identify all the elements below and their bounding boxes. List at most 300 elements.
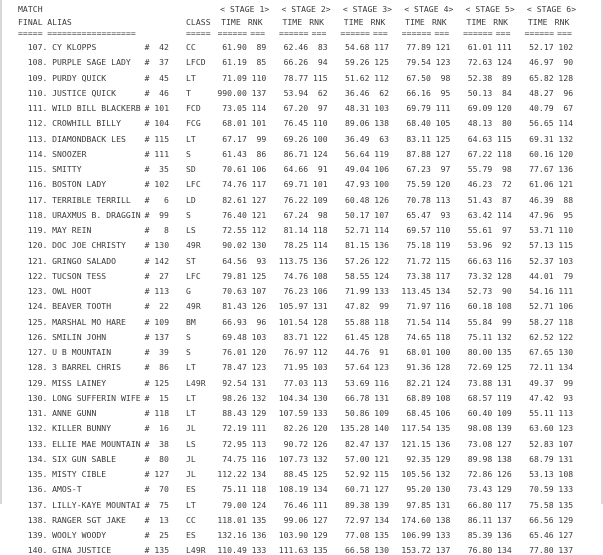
row-stage-6-rank: 111 [558, 286, 574, 296]
row-stage-3-time: 50.86 [344, 408, 370, 418]
row-alias: LONG SUFFERIN WIFE [52, 392, 141, 403]
row-hash: # [144, 423, 150, 434]
row-stage-3-rank: 62 [379, 87, 390, 98]
row-class: CC [186, 514, 196, 525]
row-alias: SNOOZER [52, 148, 87, 159]
row-stage-2-rank: 111 [312, 499, 328, 510]
row-stage-3-time: 89.38 [344, 499, 370, 510]
row-stage-1-time: 79.81 [222, 270, 247, 281]
row-stage-3-time: 52.71 [344, 225, 370, 235]
row-stage-3-time: 66.58 [344, 545, 370, 555]
row-stage-1-rank: 125 [251, 270, 267, 281]
row-alias: BOSTON LADY [52, 179, 107, 190]
row-stage-4-rank: 132 [435, 469, 451, 479]
header-time-6: TIME [527, 17, 548, 27]
row-stage-2-rank: 130 [312, 392, 328, 403]
row-stage-2-time: 88.45 [283, 469, 309, 479]
row-alias: MISS LAINEY [52, 377, 107, 388]
row-stage-2-time: 83.71 [283, 331, 309, 342]
row-stage-6-rank: 122 [558, 331, 574, 342]
row-stage-4-rank: 108 [435, 392, 451, 403]
row-class: LD [186, 194, 196, 205]
row-stage-2-time: 113.75 [278, 255, 309, 266]
row-alias: DOC JOE CHRISTY [52, 240, 126, 251]
row-stage-5-time: 61.01 [467, 42, 493, 52]
row-stage-6-rank: 115 [558, 240, 574, 251]
row-alias: KILLER BUNNY [52, 423, 112, 434]
row-stage-2-time: 66.26 [283, 57, 309, 68]
row-stage-3-time: 72.97 [344, 514, 370, 525]
row-stage-1-time: 67.17 [222, 133, 247, 144]
row-hash: # [144, 225, 150, 235]
header-match: MATCH [18, 4, 43, 14]
header-stage-1: < STAGE 1> [220, 4, 270, 14]
row-alias: SMITTY [52, 164, 82, 174]
row-hash: # [144, 148, 150, 159]
header-stage-6: < STAGE 6> [526, 4, 577, 14]
row-stage-4-rank: 135 [435, 423, 451, 434]
row-stage-2-rank: 110 [312, 118, 328, 129]
row-stage-6-rank: 118 [558, 316, 574, 327]
row-place: 125. [27, 316, 48, 327]
row-stage-4-rank: 98 [440, 72, 451, 83]
row-stage-4-time: 75.59 [406, 179, 431, 190]
row-stage-5-rank: 132 [497, 331, 512, 342]
row-stage-4-rank: 133 [435, 530, 451, 540]
row-shooter-number: 35 [159, 164, 169, 174]
row-stage-3-time: 50.17 [344, 209, 370, 220]
row-stage-6-time: 46.97 [529, 57, 554, 68]
row-stage-6-rank: 131 [558, 453, 574, 464]
row-stage-1-rank: 136 [251, 530, 267, 540]
row-stage-3-time: 56.64 [344, 148, 370, 159]
row-stage-6-time: 48.27 [529, 87, 554, 98]
row-stage-2-rank: 135 [312, 545, 328, 555]
row-stage-5-rank: 127 [497, 438, 512, 449]
row-stage-4-rank: 95 [440, 87, 451, 98]
row-stage-2-rank: 62 [317, 87, 328, 98]
row-place: 136. [27, 484, 48, 495]
row-stage-4-rank: 138 [435, 514, 451, 525]
row-stage-3-time: 54.68 [344, 42, 370, 52]
row-stage-2-rank: 124 [312, 148, 328, 159]
header-rule-alias: ================== [47, 28, 136, 38]
row-stage-1-rank: 99 [256, 133, 267, 144]
row-stage-4-rank: 116 [435, 301, 451, 312]
row-stage-4-time: 67.23 [406, 164, 431, 174]
row-stage-2-time: 76.22 [283, 194, 309, 205]
row-stage-1-rank: 132 [251, 392, 267, 403]
row-stage-1-rank: 101 [251, 118, 267, 129]
row-alias: TERRIBLE TERRILL [52, 194, 131, 205]
row-stage-3-rank: 125 [374, 57, 390, 68]
row-stage-1-rank: 126 [251, 301, 267, 312]
row-stage-6-time: 52.83 [529, 438, 554, 449]
row-stage-1-time: 118.01 [217, 514, 247, 525]
row-stage-2-rank: 120 [312, 423, 328, 434]
row-alias: GINA JUSTICE [52, 545, 112, 555]
row-class: LT [186, 499, 196, 510]
row-stage-6-time: 69.31 [529, 133, 554, 144]
row-alias: BEAVER TOOTH [52, 301, 112, 312]
row-stage-3-time: 60.48 [344, 194, 370, 205]
row-place: 118. [27, 209, 48, 220]
row-stage-6-time: 47.96 [529, 209, 554, 220]
row-stage-1-time: 132.16 [217, 530, 247, 540]
row-class: LT [186, 408, 196, 418]
row-stage-5-time: 66.63 [467, 255, 493, 266]
row-stage-5-time: 89.98 [467, 453, 493, 464]
row-stage-6-rank: 133 [558, 484, 574, 495]
row-stage-2-rank: 98 [317, 209, 328, 220]
row-shooter-number: 15 [159, 392, 169, 403]
row-shooter-number: 109 [154, 316, 170, 327]
row-stage-1-rank: 123 [251, 362, 267, 373]
row-stage-5-time: 75.11 [467, 331, 493, 342]
row-stage-6-time: 40.79 [529, 103, 554, 113]
row-stage-6-time: 46.39 [529, 194, 554, 205]
row-stage-4-time: 174.60 [401, 514, 431, 525]
row-stage-4-time: 70.78 [406, 194, 431, 205]
row-shooter-number: 70 [159, 484, 169, 495]
row-hash: # [144, 209, 150, 220]
row-stage-1-rank: 85 [256, 57, 267, 68]
header-rule-time-4: ====== [401, 28, 432, 38]
row-stage-5-rank: 99 [501, 316, 512, 327]
row-stage-5-time: 63.42 [467, 209, 493, 220]
row-stage-6-rank: 120 [558, 148, 574, 159]
row-stage-5-rank: 134 [497, 545, 512, 555]
row-alias: ANNE GUNN [52, 408, 97, 418]
row-stage-3-rank: 99 [379, 301, 390, 312]
row-shooter-number: 115 [154, 133, 170, 144]
row-stage-3-rank: 114 [374, 225, 390, 235]
row-class: G [186, 286, 191, 296]
row-stage-1-time: 75.11 [222, 484, 247, 495]
row-stage-5-time: 55.79 [467, 164, 493, 174]
row-stage-5-time: 73.32 [467, 270, 493, 281]
row-stage-3-time: 59.26 [344, 57, 370, 68]
row-stage-1-time: 64.56 [222, 255, 247, 266]
row-stage-2-time: 101.54 [278, 316, 309, 327]
row-stage-5-time: 50.13 [467, 87, 493, 98]
row-stage-1-rank: 96 [256, 316, 267, 327]
header-final: FINAL [18, 17, 43, 27]
row-stage-2-rank: 112 [312, 347, 328, 357]
row-stage-5-rank: 139 [497, 423, 512, 434]
row-place: 115. [27, 164, 48, 174]
row-class: L49R [186, 377, 206, 388]
row-stage-1-rank: 121 [251, 209, 267, 220]
row-stage-1-rank: 130 [251, 240, 267, 251]
row-stage-6-time: 77.80 [529, 545, 554, 555]
row-stage-4-time: 69.57 [406, 225, 431, 235]
row-class: S [186, 331, 191, 342]
row-stage-4-time: 79.54 [406, 57, 431, 68]
row-shooter-number: 127 [154, 469, 170, 479]
row-stage-3-rank: 109 [374, 408, 390, 418]
row-stage-4-rank: 118 [435, 331, 451, 342]
row-stage-4-time: 153.72 [401, 545, 431, 555]
row-stage-3-rank: 130 [374, 545, 390, 555]
row-stage-2-time: 67.24 [283, 209, 309, 220]
row-stage-3-rank: 118 [374, 316, 390, 327]
row-alias: DIAMONDBACK LES [52, 133, 126, 144]
row-stage-5-rank: 72 [501, 179, 512, 190]
row-place: 119. [27, 225, 48, 235]
row-stage-3-rank: 122 [374, 255, 390, 266]
row-shooter-number: 16 [159, 423, 169, 434]
row-place: 130. [27, 392, 48, 403]
row-stage-5-time: 64.63 [467, 133, 493, 144]
row-class: SD [186, 164, 196, 174]
row-stage-2-rank: 106 [312, 286, 328, 296]
row-shooter-number: 99 [159, 209, 169, 220]
row-stage-1-time: 76.40 [222, 209, 247, 220]
row-alias: ELLIE MAE MOUNTAIN [52, 438, 141, 449]
row-stage-2-time: 107.59 [278, 408, 309, 418]
row-shooter-number: 111 [154, 148, 170, 159]
row-class: ES [186, 530, 196, 540]
row-stage-5-time: 60.40 [467, 408, 493, 418]
row-stage-4-rank: 119 [435, 240, 451, 251]
header-stage-5: < STAGE 5> [465, 4, 515, 14]
row-stage-1-time: 90.02 [222, 240, 247, 251]
row-stage-4-rank: 110 [435, 225, 451, 235]
row-stage-4-rank: 127 [435, 148, 451, 159]
row-shooter-number: 104 [154, 118, 170, 129]
row-stage-3-rank: 106 [374, 164, 390, 174]
row-stage-6-time: 56.65 [529, 118, 554, 129]
row-stage-3-time: 57.26 [344, 255, 370, 266]
row-stage-2-time: 71.95 [283, 362, 309, 373]
row-shooter-number: 102 [154, 179, 170, 190]
row-stage-1-rank: 93 [256, 255, 267, 266]
row-stage-5-rank: 80 [501, 118, 512, 129]
row-stage-3-time: 48.31 [344, 103, 370, 113]
row-stage-4-rank: 93 [440, 209, 451, 220]
row-stage-6-rank: 113 [558, 408, 574, 418]
row-stage-1-rank: 133 [251, 545, 267, 555]
row-stage-4-rank: 130 [435, 484, 451, 495]
row-stage-1-rank: 112 [251, 225, 267, 235]
row-stage-5-time: 66.80 [467, 499, 493, 510]
row-class: S [186, 209, 191, 220]
row-stage-5-rank: 128 [497, 270, 512, 281]
row-stage-5-rank: 92 [501, 240, 512, 251]
row-stage-6-time: 77.67 [529, 164, 554, 174]
row-alias: URAXMUS B. DRAGGIN [52, 209, 141, 220]
row-stage-2-rank: 103 [312, 362, 328, 373]
row-shooter-number: 142 [154, 255, 170, 266]
row-stage-6-time: 72.11 [529, 362, 554, 373]
row-stage-3-rank: 91 [379, 347, 390, 357]
row-stage-5-time: 55.84 [467, 316, 493, 327]
row-stage-4-time: 68.89 [406, 392, 431, 403]
row-stage-5-time: 46.23 [467, 179, 493, 190]
row-stage-5-rank: 98 [501, 164, 512, 174]
row-stage-5-rank: 119 [497, 392, 512, 403]
row-stage-1-time: 70.61 [222, 164, 247, 174]
row-stage-1-rank: 124 [251, 499, 267, 510]
row-stage-5-rank: 125 [497, 362, 512, 373]
row-stage-5-time: 51.43 [467, 194, 493, 205]
row-stage-3-rank: 127 [374, 484, 390, 495]
row-stage-5-rank: 137 [497, 514, 512, 525]
row-stage-4-time: 121.15 [401, 438, 431, 449]
header-rnk-2: RNK [309, 17, 324, 27]
row-stage-5-time: 72.86 [467, 469, 493, 479]
row-stage-2-rank: 113 [312, 377, 328, 388]
row-shooter-number: 39 [159, 347, 169, 357]
row-stage-2-time: 76.97 [283, 347, 309, 357]
row-stage-4-time: 65.47 [406, 209, 431, 220]
row-stage-3-time: 58.55 [344, 270, 370, 281]
row-stage-4-time: 106.99 [401, 530, 431, 540]
row-shooter-number: 130 [154, 240, 170, 251]
row-stage-1-rank: 103 [251, 331, 267, 342]
row-alias: SIX GUN SABLE [52, 453, 117, 464]
row-stage-2-rank: 109 [312, 194, 328, 205]
row-stage-4-time: 73.38 [406, 270, 431, 281]
row-stage-4-time: 74.65 [406, 331, 431, 342]
row-stage-6-time: 54.16 [529, 286, 554, 296]
row-stage-6-rank: 102 [558, 42, 574, 52]
row-stage-3-rank: 119 [374, 148, 390, 159]
row-class: LT [186, 72, 196, 83]
header-rule-rnk-4: === [434, 28, 450, 38]
row-stage-5-rank: 90 [501, 286, 512, 296]
row-place: 129. [27, 377, 48, 388]
row-place: 126. [27, 331, 48, 342]
row-class: LT [186, 362, 196, 373]
header-stage-2: < STAGE 2> [281, 4, 331, 14]
row-stage-6-rank: 132 [558, 133, 574, 144]
row-stage-3-time: 89.06 [344, 118, 370, 129]
row-class: ES [186, 484, 196, 495]
row-alias: PURDY QUICK [52, 72, 107, 83]
row-stage-5-rank: 114 [497, 209, 512, 220]
row-stage-4-rank: 137 [435, 545, 451, 555]
row-stage-2-time: 62.46 [283, 42, 309, 52]
row-place: 135. [27, 469, 48, 479]
header-rule-rnk-1: === [250, 28, 266, 38]
row-hash: # [144, 286, 150, 296]
row-stage-5-time: 52.73 [467, 286, 493, 296]
row-hash: # [144, 438, 150, 449]
row-class: L49R [186, 545, 206, 555]
row-place: 140. [27, 545, 48, 555]
header-rule-time-3: ====== [340, 28, 370, 38]
row-stage-4-rank: 134 [435, 286, 451, 296]
row-stage-5-rank: 135 [497, 347, 512, 357]
row-class: JL [186, 423, 196, 434]
header-rnk-5: RNK [493, 17, 509, 27]
row-class: LS [186, 225, 196, 235]
row-place: 120. [27, 240, 48, 251]
row-stage-3-rank: 116 [374, 377, 390, 388]
row-stage-6-rank: 110 [558, 225, 574, 235]
row-stage-4-time: 92.35 [406, 453, 431, 464]
row-stage-2-rank: 133 [312, 408, 328, 418]
row-stage-3-time: 57.64 [344, 362, 370, 373]
row-place: 139. [27, 530, 48, 540]
row-stage-1-time: 74.75 [222, 453, 247, 464]
row-stage-3-rank: 135 [374, 530, 390, 540]
row-stage-3-time: 47.93 [344, 179, 370, 190]
header-time-2: TIME [282, 17, 303, 27]
row-hash: # [144, 42, 150, 52]
row-stage-1-time: 76.01 [222, 347, 247, 357]
row-hash: # [144, 453, 150, 464]
row-shooter-number: 118 [154, 408, 170, 418]
row-stage-1-time: 66.93 [222, 316, 247, 327]
row-stage-5-time: 80.00 [467, 347, 493, 357]
row-stage-1-time: 72.55 [222, 225, 247, 235]
row-stage-6-time: 75.58 [529, 499, 554, 510]
row-stage-5-time: 76.80 [467, 545, 493, 555]
row-place: 131. [27, 408, 48, 418]
row-alias: OWL HOOT [52, 286, 92, 296]
row-stage-5-time: 53.96 [467, 240, 493, 251]
row-stage-2-rank: 108 [312, 270, 328, 281]
row-stage-4-time: 71.97 [406, 301, 431, 312]
row-stage-4-time: 95.20 [406, 484, 431, 495]
row-place: 123. [27, 286, 48, 296]
header-time-4: TIME [405, 17, 425, 27]
row-stage-2-time: 105.97 [278, 301, 309, 312]
row-stage-4-time: 87.88 [406, 148, 431, 159]
row-place: 137. [27, 499, 48, 510]
row-place: 114. [27, 148, 48, 159]
row-stage-3-rank: 123 [374, 362, 390, 373]
row-stage-6-rank: 121 [558, 179, 574, 190]
row-stage-5-rank: 138 [497, 453, 512, 464]
row-stage-3-rank: 126 [374, 194, 390, 205]
row-shooter-number: 113 [154, 286, 170, 296]
row-hash: # [144, 331, 150, 342]
row-stage-4-time: 77.89 [406, 42, 431, 52]
row-stage-3-time: 61.45 [344, 331, 370, 342]
row-stage-5-rank: 89 [501, 72, 512, 83]
row-shooter-number: 22 [159, 301, 169, 312]
row-place: 110. [27, 87, 48, 98]
header-rule-rnk-5: === [495, 28, 511, 38]
row-class: FCG [186, 118, 201, 129]
header-time-1: TIME [221, 17, 241, 27]
row-stage-1-rank: 106 [251, 164, 267, 174]
row-alias: U B MOUNTAIN [52, 347, 112, 357]
row-stage-6-rank: 90 [563, 57, 574, 68]
row-class: LT [186, 392, 196, 403]
row-class: LS [186, 438, 196, 449]
row-alias: MISTY CIBLE [52, 469, 107, 479]
row-place: 128. [27, 362, 48, 373]
row-stage-1-time: 69.48 [222, 331, 247, 342]
row-alias: JUSTICE QUICK [52, 87, 117, 98]
row-stage-5-rank: 131 [497, 377, 512, 388]
row-stage-5-time: 68.57 [467, 392, 493, 403]
row-stage-5-rank: 115 [497, 133, 512, 144]
row-shooter-number: 6 [164, 194, 169, 205]
row-stage-6-rank: 106 [558, 301, 574, 312]
row-stage-1-time: 61.90 [222, 42, 247, 52]
header-rule-rnk-2: === [311, 28, 327, 38]
row-shooter-number: 86 [159, 362, 169, 373]
row-stage-1-time: 73.05 [222, 103, 247, 113]
header-rule-time-6: ====== [524, 28, 555, 38]
row-stage-4-rank: 129 [435, 453, 451, 464]
